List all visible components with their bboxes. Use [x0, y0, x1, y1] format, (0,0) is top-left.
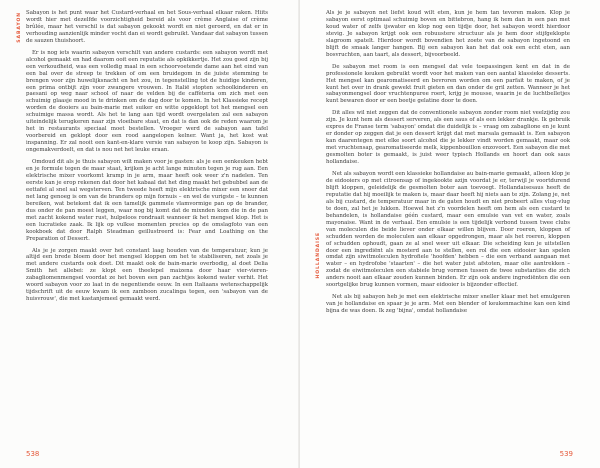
paragraph: Omdoud dit als je thuis sabayon wilt maken voor je gasten: als je een eenkeuken hebt en je formule tegen de maar staat, krijken je acht lange minuten tegen je rug aan. Een elektrische mixer voorkomt kramp in je arm, maar heeft ook weer z'n nadelen. Ten eerste kan je erop rekenen dat door het kabaal dat het ding maakt het gebubbel aan de eettafel al snel sal wegsterven. Ten tweede heeft mijn elektrische mixer een snoer dat net lang genoeg is om van de branders op mijn fornuis – en wel de vurigste – te kunnen bereiken, wat betekent dat ik een tamelijk gammele vlamvormige pan op de brander, dus onder de pan moest leggen, waar nog bij komt dat de mixnden kom die in de pan met zacht kokend water rust, hulpeloos rondraait wanneer ik het mengsel klop. Het is een lucratieke zaak. Ik lijk op vulkse momenten precies op de omslagfoto van een kookboek dat door Ralph Steadman geillustreerd is: Fear and Loathing on the Preparation of Dessert.: [26, 159, 268, 242]
right-side-label: HOLLANDAISE: [316, 232, 321, 279]
paragraph: Als je je zorgen maakt over het constant laag houden van de temperatuur, kun je altijd een brede bloem door het mengsel kloppen om het te stabiliseren, net zoals je met andere custards ook doet. Dit maakt ook de bain-marie overbodig, al doet Delia Smith het allebei: ze klopt een theelepel maizena door haar vier-vieren-zabagliomenmengsel voordat ze het boven een pan zachtjes kokend water verhit. Het woord sabayon voor zo laat in de negentiende eeuw. In een Italiaans wetenschappelijk tijdschrift uit de eeuw kwam ik een zamboon zucalinga tegen, een 'sabayon van de huisvrouw', die met kastanjemeel gemaakt werd.: [26, 247, 268, 303]
right-text-column: [326, 10, 570, 320]
left-page-number: 538: [26, 450, 40, 458]
right-page: [300, 0, 600, 468]
paragraph: De sabayon met room is een mengsel dat vele toepassingen kent en dat in de professionele keuken gebruikt wordt voor het maken van een aantal klassieke desserts. Het mengsel kan gearomatiseerd en bevroren worden om een parfait te maken, of je kunt het over in drank gewekt fruit gieten en dan onder de gril zetten. Wanneer je het sabayonmengsel door vruchtenpuree roert, krijg je mousse, waarin je de luchtbelletjes kunt bewaren door er een beetje gelatine door te doen.: [326, 63, 570, 105]
paragraph: Net als bij sabayon heb je met een elektrische mixer sneller klaar met het emulgeren van je hollandaise en spaar je je arm. Met een blender of keukenmachine kan een kind bijna de was doen. Ik zeg 'bijna', omdat hollandaise: [326, 294, 570, 315]
paragraph: Net als sabayon wordt een klassieke hollandaise au bain-marie gemaakt, alleen klop je de eidooiers op met citroensap of ingekookte azijn voordat je er, terwijl je voortdurend blijft kloppen, geleidelijk de gesmolten boter aan toevoegt. Hollandaisesaus heeft de reputatie dat hij moeilijk te maken is, maar daar heeft hij niets aan te zijn. Zolang je, net als bij custard, de temperatuur maar in de gaten houdt en niet probeert alles vlug-vlug te doen, zal het je lukken. Hoewel het z'n voordelen heeft om hem als een custard te behandelen, is hollandaise géén custard, maar een emulsie van vet en water, zoals mayonaise. Want in de verhaal. Een emulsie is een tijdelijk verbond tussen twee clubs van moleculen die beide liever onder elkaar willen blijven. Door roeren, kloppen of schudden worden de moleculen aan elkaar opgedrongen, maar als het roeren, kloppen of schudden ophoudt, gaan ze al snel weer uit elkaar. Die scheiding kun je uitstellen door een ingrediënt als mosterd aan te stellen, een rol die een eidooier kan spelen omdat zijn siwitmoleculen hydrofiele 'hoofden' hebben – die een verband aangaan met water – en hydrofobe 'staarten' – die het water juist afstoten, maar olie aantrekken – zodat de eiwitmoleculen een stabiele brug vormen tussen de twee substanties die zich anders nooit aan elkaar zouden kunnen binden. Er zijn ook andere ingrediënten die een soortgelijke brug kunnen vormen, maar eidooier is bijzonder effectief.: [326, 171, 570, 289]
left-text-column: [26, 10, 268, 308]
paragraph: Er is nog iets waarin sabayon verschilt van andere custards: een sabayon wordt met alcohol gemaakt en had daarom ooit een reputatie als opkikkertje. Het zou goed zijn bij een verkoudheid, was een volledig maal in een schoorvoetende dame aan het eind van een bal over de streep te trekken of om een bruidegom in de juiste stemming te brengen voor zijn huwelijksnacht en het zou, in tegenstelling tot de huidige kinderen, een prima ontbijt zijn voor zwangere vrouwen. In Italië stopten schoolkinderen en paesani op weg naar school of naar de velden bij de caffèteria om zich met een schuimig glaasje mood in te drinken om de dag door te komen. In het Klassieke recept worden de dooiers au bain-marie met suiker en witte opgeklopt tot het mengsel een schuimige massa wordt. Als het te lang aan tijd wordt overgelaten zal een sabayon uiteindelijk terugkeren naar zijn vloeibare staat, en dat is dan ook de reden waarom je het in restaurants speciaal moet bestellen. Vroeger werd de sabayon aan tafel voorbereid en geklopt door een rood aangelopen kelner. Want ja, het kost wat inspanning. Er zal nooit een kant-en-klare versie van sabayon te koop zijn. Sabayon is ongemakverdoelt, en dat is nou net het leuke eraan.: [26, 49, 268, 154]
left-side-label: SABAYON: [17, 12, 22, 43]
paragraph: Dit alles wil niet zeggen dat de conventionele sabayon zonder room niet veelzijdig zou zijn. Je kunt hem als dessert serveren, als een saus of als een lekker drankje. Ik gebruik expres de Franse term 'sabayon' omdat die duidelijk is – vraag om zabaglione en je kunt er donder op zeggen dat je een dessert krijgt dat met marsala gemaakt is. Een sabayon kan daarentegen met elke soort alcohol die je lekker vindt worden gemaakt, maar ook met vruchtensap, gearomatiseerde melk, kippenbouillon enzovoort. Een sabayon die met gesmolten boter is gemaakt, is juist weer typisch Hollands en hoort dan ook saus hollandaise.: [326, 110, 570, 166]
paragraph: Sabayon is het punt waar het Custard-verhaal en het Sous-verhaal elkaar raken. Hiits wordt hier met dezelfde voorzichtigheid bereid als voor crème Anglaise of crème brûlée, maar het verschil is dat sabayon gekookt wordt en niet geroerd, en dat er in verhouding aanzienlijk minder vocht dan ei wordt gebruikt. Vandaar dat sabayon tussen de sauzen thuishoort.: [26, 10, 268, 44]
right-page-number: 539: [559, 450, 573, 458]
paragraph: Als je je sabayon net liefst koud wilt eten, kun je hem tan tevoren maken. Klop je sabayon eerst optimaal schuimig boven en bittebron, hang ik hem dan in een pan met koud water of zelfs ijswater en klop nog een tijdje door, het sabayon wordt hierdoor stevig. Je sabayon krijgt ook een robuustere structuur als je hem door stijfgeklopte slagroom spatelt. Hierdoor wordt bovendien het zoete van de sabayon ingetoond en blijft de smaak langer hangen. Bij een sabayon kan het dat ook een echt eten, aan bosvruchten, aan taart, als dessert, bijvoorbeeld.: [326, 10, 570, 58]
